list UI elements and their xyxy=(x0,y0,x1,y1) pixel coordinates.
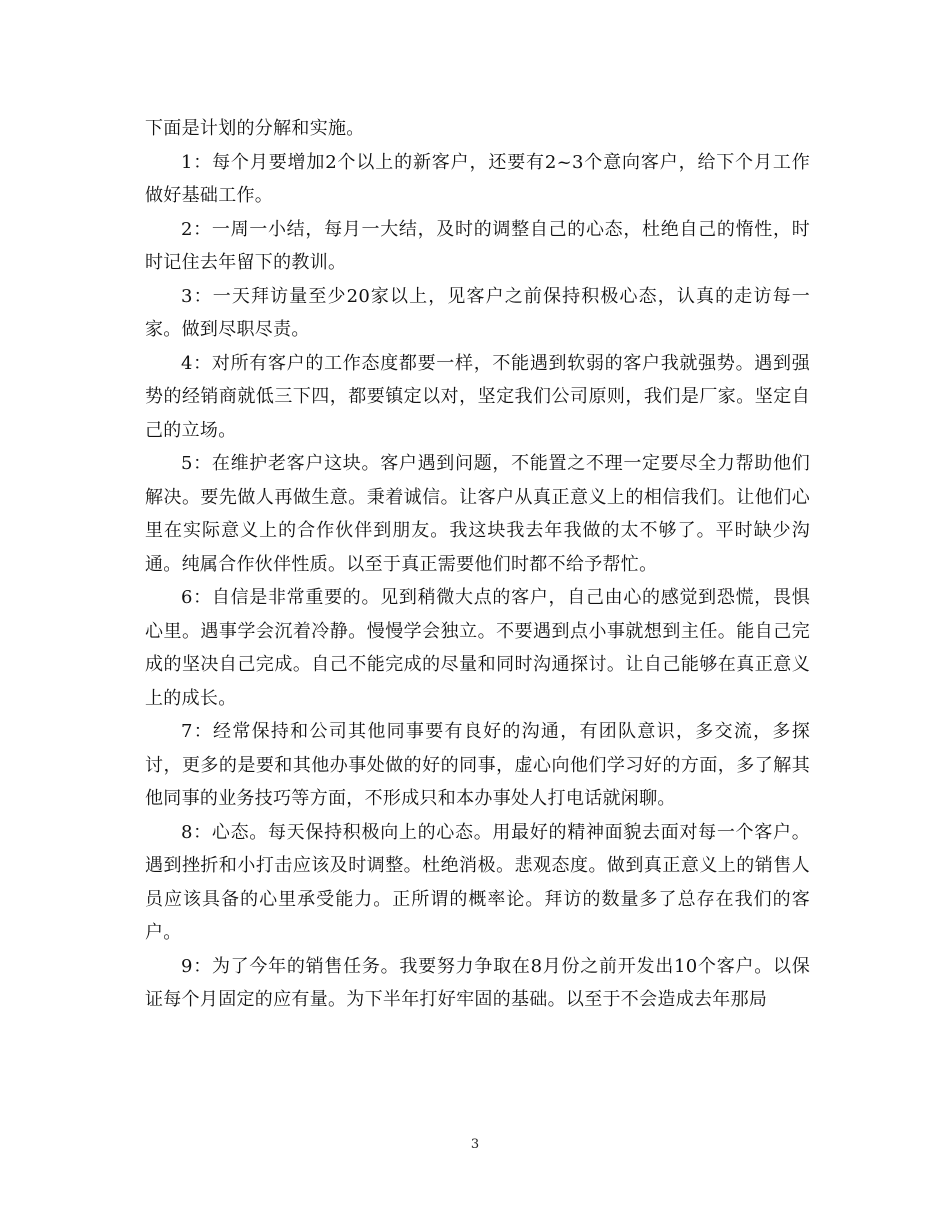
paragraph-item-5: 5：在维护老客户这块。客户遇到问题，不能置之不理一定要尽全力帮助他们解决。要先做人再做生意。秉着诚信。让客户从真正意义上的相信我们。让他们心里在实际意义上的合作伙伴到朋友。我这块我去年我做的太不够了。平时缺少沟通。纯属合作伙伴性质。以至于真正需要他们时都不给予帮忙。 xyxy=(145,453,810,575)
paragraph-intro: 下面是计划的分解和实施。 xyxy=(145,118,365,139)
paragraph-item-6: 6：自信是非常重要的。见到稍微大点的客户，自己由心的感觉到恐慌，畏惧心里。遇事学会沉着冷静。慢慢学会独立。不要遇到点小事就想到主任。能自己完成的坚决自己完成。自己不能完成的尽量和同时沟通探讨。让自己能够在真正意义上的成长。 xyxy=(145,587,810,709)
paragraph-item-7: 7：经常保持和公司其他同事要有良好的沟通，有团队意识，多交流，多探讨，更多的是要和其他办事处做的好的同事，虚心向他们学习好的方面，多了解其他同事的业务技巧等方面，不形成只和本办事处人打电话就闲聊。 xyxy=(145,721,810,809)
paragraph-item-4: 4：对所有客户的工作态度都要一样，不能遇到软弱的客户我就强势。遇到强势的经销商就低三下四，都要镇定以对，坚定我们公司原则，我们是厂家。坚定自己的立场。 xyxy=(145,352,810,441)
page-number: 3 xyxy=(470,1137,480,1152)
paragraph-item-2: 2：一周一小结，每月一大结，及时的调整自己的心态，杜绝自己的惰性，时时记住去年留下的教训。 xyxy=(145,218,810,273)
paragraph-item-8: 8：心态。每天保持积极向上的心态。用最好的精神面貌去面对每一个客户。遇到挫折和小打击应该及时调整。杜绝消极。悲观态度。做到真正意义上的销售人员应该具备的心里承受能力。正所谓的概率论。拜访的数量多了总存在我们的客户。 xyxy=(145,821,810,943)
paragraph-item-3: 3：一天拜访量至少20家以上，见客户之前保持积极心态，认真的走访每一家。做到尽职尽责。 xyxy=(145,285,810,340)
document-body xyxy=(145,112,810,1017)
paragraph-item-9: 9：为了今年的销售任务。我要努力争取在8月份之前开发出10个客户。以保证每个月固定的应有量。为下半年打好牢固的基础。以至于不会造成去年那局 xyxy=(145,955,810,1010)
paragraph-item-1: 1：每个月要增加2个以上的新客户，还要有2~3个意向客户，给下个月工作做好基础工作。 xyxy=(145,151,810,206)
